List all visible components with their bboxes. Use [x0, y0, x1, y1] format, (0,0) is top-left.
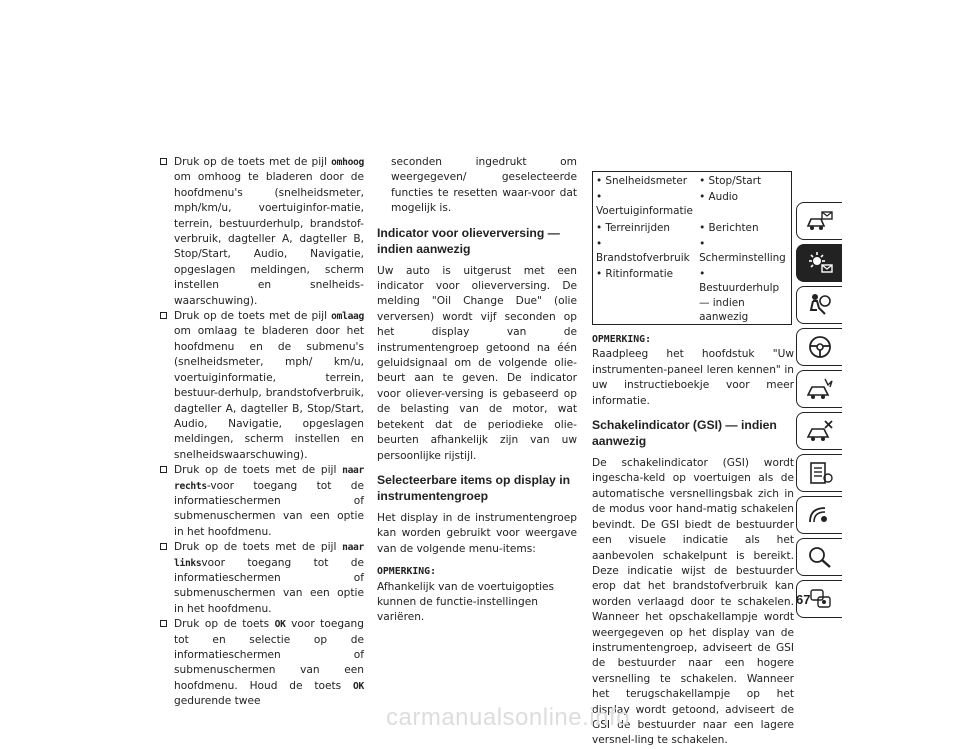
key-right: naar rechts	[174, 465, 364, 492]
watermark: carmanualsonline.info	[386, 704, 630, 731]
airbag-icon	[805, 292, 835, 318]
car-tools-icon	[805, 418, 835, 444]
maintenance-list-icon	[805, 460, 835, 486]
key-ok: OK	[274, 619, 286, 631]
paragraph-gsi: De schakelindicator (GSI) wordt ingescha-keld op voertuigen als de automatische versnellingsbak zich in de modus voor hand-matig schakelen bevindt. De GSI biedt de bestuurder een visuele indicatie als het aanbevolen schakelpunt is bereikt. Deze indicatie wijst de bestuurder erop dat het brandstofverbruik kan worden verlaagd door te schakelen. Wanneer het opschakellampje wordt weergegeven op het display van de instrumentengroep, adviseert de GSI de bestuurder naar een hogere versnelling te schakelen. Wanneer het terugschakellampje op het display wordt getoond, adviseert de GSI de bestuurder naar een lagere versnel-ling te schakelen.	[592, 457, 794, 747]
key-down: omlaag	[331, 311, 364, 323]
paragraph-oil-change: Uw auto is uitgerust met een indicator voor olieverversing. De melding "Oil Change Due" (olie verversen) wordt vijf seconden op het display van de instrumentengroep getoond na één geluidsignaal om de volgende olie-beurt aan te geven. De indicator voor oliever-versing is gebaseerd op de belasting van de motor, wat betekent dat de periodieke olie-beurten afhankelijk zijn van uw persoonlijke rijstijl.	[377, 264, 577, 462]
key-ok-2: OK	[353, 680, 364, 692]
dashboard-lights-icon	[805, 250, 835, 276]
table-row: • Ritinformatie • Bestuurderhulp — indien aanwezig	[596, 268, 780, 323]
chapter-tabs	[796, 202, 842, 622]
bullet-right: Druk op de toets met de pijl naar rechts-voor toegang tot de informatieschermen of submenuschermen van een optie in het hoofdmenu.	[160, 463, 364, 540]
tab-car-tools[interactable]	[796, 412, 842, 450]
heading-oil-change: Indicator voor olieverversing — indien aanwezig	[377, 225, 560, 256]
bullet-box-icon	[160, 543, 167, 550]
multimedia-icon	[805, 502, 835, 528]
column-1	[160, 155, 364, 710]
column-3	[592, 171, 794, 749]
steering-wheel-icon	[805, 334, 835, 360]
note-label: OPMERKING:	[377, 566, 436, 578]
tab-steering-wheel[interactable]	[796, 328, 842, 366]
tab-car-mail[interactable]	[796, 202, 842, 240]
key-left: naar links	[174, 542, 364, 569]
car-mail-icon	[805, 208, 835, 234]
continued-paragraph: seconden ingedrukt om weergegeven/ geselecteerde functies te resetten waar-voor dat mogelijk is.	[391, 156, 577, 215]
tab-dashboard-lights[interactable]	[796, 244, 842, 282]
bullet-ok: Druk op de toets OK voor toegang tot en selectie op de informatieschermen of submenuschermen van een hoofdmenu. Houd de toets OK gedurende twee	[160, 617, 364, 709]
bullet-box-icon	[160, 620, 167, 627]
bullet-box-icon	[160, 312, 167, 319]
tab-airbag[interactable]	[796, 286, 842, 324]
menu-items-table	[592, 171, 792, 325]
table-row: • Brandstofverbruik • Scherminstelling	[596, 237, 786, 265]
key-up: omhoog	[331, 157, 364, 168]
table-row: • Snelheidsmeter • Stop/Start	[596, 175, 762, 187]
magnifier-icon	[805, 544, 835, 570]
bullet-left: Druk op de toets met de pijl naar linksvoor toegang tot de informatieschermen of submenuschermen van een optie in het hoofdmenu.	[160, 540, 364, 617]
bullet-box-icon	[160, 466, 167, 473]
tab-maintenance-list[interactable]	[796, 454, 842, 492]
table-row: • Voertuiginformatie • Audio	[596, 191, 739, 218]
tab-multimedia[interactable]	[796, 496, 842, 534]
car-crash-icon	[805, 376, 835, 402]
note-text: Afhankelijk van de voertuigopties kunnen de functie-instellingen variëren.	[377, 580, 555, 624]
heading-selectable-items: Selecteerbare items op display in instrumentengroep	[377, 472, 571, 503]
tab-car-crash[interactable]	[796, 370, 842, 408]
note-label: OPMERKING:	[592, 334, 651, 346]
tab-magnifier[interactable]	[796, 538, 842, 576]
column-2	[377, 155, 577, 626]
note-text: Raadpleeg het hoofdstuk "Uw instrumenten-paneel leren kennen" in uw instructieboekje voor meer informatie.	[592, 348, 794, 407]
paragraph-selectable-items: Het display in de instrumentengroep kan worden gebruikt voor weergave van de volgende menu-items:	[377, 511, 577, 555]
page-number: 67	[796, 592, 811, 607]
bullet-down: Druk op de toets met de pijl omlaag om omlaag te bladeren door het hoofdmenu en de submenu's (snelheidsmeter, mph/ km/u, voertuiginformatie, terrein, bestuur-derhulp, brandstofverbruik, dagteller A, dagteller B, Stop/Start, Audio, Navigatie, opgeslagen meldingen, scherm instellen en snelheidswaarschuwing).	[160, 309, 364, 463]
heading-gsi: Schakelindicator (GSI) — indien aanwezig	[592, 418, 777, 449]
bullet-box-icon	[160, 158, 167, 165]
table-row: • Terreinrijden • Berichten	[596, 221, 759, 234]
bullet-up: Druk op de toets met de pijl omhoog om omhoog te bladeren door de hoofdmenu's (snelheidsmeter, mph/km/u, voertuiginfor-matie, terrein, bestuurderhulp, brandstof-verbruik, dagteller A, dagteller B, Stop/Start, Audio, Navigatie, opgeslagen meldingen, scherm instellen en snelheids-waarschuwing).	[160, 155, 364, 309]
